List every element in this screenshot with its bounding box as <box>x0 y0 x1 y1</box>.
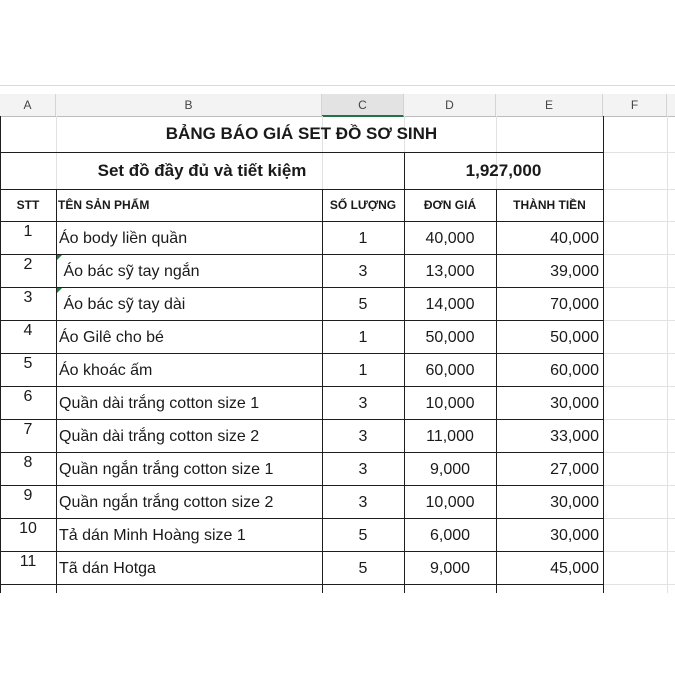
toolbar-bottom-edge <box>0 85 675 86</box>
row-unit-price[interactable]: 14,000 <box>425 296 475 313</box>
table-border <box>0 584 604 585</box>
row-product-name[interactable]: Áo bác sỹ tay dài <box>59 296 186 313</box>
row-quantity[interactable]: 3 <box>358 461 368 478</box>
row-quantity[interactable]: 5 <box>358 296 368 313</box>
row-product-name[interactable]: Quần ngắn trắng cotton size 2 <box>59 494 274 511</box>
row-stt[interactable]: 1 <box>23 223 33 240</box>
row-product-name[interactable]: Quần ngắn trắng cotton size 1 <box>59 461 274 478</box>
row-quantity[interactable]: 5 <box>358 560 368 577</box>
row-stt[interactable]: 5 <box>23 355 33 372</box>
row-product-name[interactable]: Tả dán Minh Hoàng size 1 <box>59 527 246 544</box>
row-quantity[interactable]: 3 <box>358 395 368 412</box>
row-stt[interactable]: 9 <box>23 487 33 504</box>
row-stt[interactable]: 10 <box>19 520 37 537</box>
row-unit-price[interactable]: 10,000 <box>425 494 475 511</box>
row-product-name[interactable]: Quần dài trắng cotton size 1 <box>59 395 260 412</box>
table-border <box>603 116 604 593</box>
row-amount[interactable]: 50,000 <box>550 329 599 346</box>
column-header-bar <box>0 94 675 117</box>
row-amount[interactable]: 30,000 <box>550 494 599 511</box>
row-quantity[interactable]: 3 <box>358 428 368 445</box>
row-amount[interactable]: 33,000 <box>550 428 599 445</box>
cell-grid[interactable] <box>0 116 675 593</box>
summary-label[interactable]: Set đồ đầy đủ và tiết kiệm <box>97 161 307 180</box>
column-header-b[interactable]: B <box>56 94 322 116</box>
gridline <box>667 116 668 593</box>
row-amount[interactable]: 70,000 <box>550 296 599 313</box>
row-unit-price[interactable]: 10,000 <box>425 395 475 412</box>
row-product-name[interactable]: Áo khoác ấm <box>59 362 153 379</box>
row-unit-price[interactable]: 9,000 <box>429 461 471 478</box>
row-quantity[interactable]: 1 <box>358 230 368 247</box>
column-header-a[interactable]: A <box>0 94 56 116</box>
column-header-f[interactable]: F <box>603 94 667 116</box>
row-product-name[interactable]: Quần dài trắng cotton size 2 <box>59 428 260 445</box>
row-product-name[interactable]: Tã dán Hotga <box>59 560 156 577</box>
row-stt[interactable]: 7 <box>23 421 33 438</box>
row-product-name[interactable]: Áo Gilê cho bé <box>59 329 164 346</box>
row-unit-price[interactable]: 60,000 <box>425 362 475 379</box>
header-quantity[interactable]: SỐ LƯỢNG <box>329 198 397 212</box>
row-product-name[interactable]: Áo body liền quần <box>59 230 188 247</box>
row-amount[interactable]: 60,000 <box>550 362 599 379</box>
row-stt[interactable]: 8 <box>23 454 33 471</box>
row-amount[interactable]: 27,000 <box>550 461 599 478</box>
row-quantity[interactable]: 5 <box>358 527 368 544</box>
header-stt[interactable]: STT <box>16 198 40 212</box>
column-header-c[interactable]: C <box>322 94 404 117</box>
row-amount[interactable]: 40,000 <box>550 230 599 247</box>
column-header-d[interactable]: D <box>404 94 496 116</box>
row-quantity[interactable]: 1 <box>358 362 368 379</box>
row-unit-price[interactable]: 9,000 <box>429 560 471 577</box>
row-quantity[interactable]: 3 <box>358 494 368 511</box>
sheet-title[interactable]: BẢNG BÁO GIÁ SET ĐỒ SƠ SINH <box>165 124 438 143</box>
column-header-e[interactable]: E <box>496 94 603 116</box>
row-product-name[interactable]: Áo bác sỹ tay ngắn <box>59 263 200 280</box>
row-quantity[interactable]: 3 <box>358 263 368 280</box>
row-stt[interactable]: 3 <box>23 289 33 306</box>
row-quantity[interactable]: 1 <box>358 329 368 346</box>
header-name[interactable]: TÊN SẢN PHẨM <box>58 198 150 212</box>
header-amount[interactable]: THÀNH TIỀN <box>513 198 586 212</box>
row-stt[interactable]: 6 <box>23 388 33 405</box>
row-unit-price[interactable]: 50,000 <box>425 329 475 346</box>
row-unit-price[interactable]: 11,000 <box>426 428 474 445</box>
header-unit-price[interactable]: ĐƠN GIÁ <box>423 198 477 212</box>
row-stt[interactable]: 2 <box>23 256 33 273</box>
row-amount[interactable]: 39,000 <box>550 263 599 280</box>
row-amount[interactable]: 30,000 <box>550 395 599 412</box>
summary-total[interactable]: 1,927,000 <box>465 161 542 180</box>
row-unit-price[interactable]: 6,000 <box>429 527 471 544</box>
row-unit-price[interactable]: 40,000 <box>425 230 475 247</box>
row-amount[interactable]: 30,000 <box>550 527 599 544</box>
row-stt[interactable]: 11 <box>19 553 37 570</box>
spreadsheet <box>0 85 675 593</box>
row-amount[interactable]: 45,000 <box>550 560 599 577</box>
row-stt[interactable]: 4 <box>23 322 33 339</box>
row-unit-price[interactable]: 13,000 <box>425 263 475 280</box>
table-border <box>56 189 57 593</box>
